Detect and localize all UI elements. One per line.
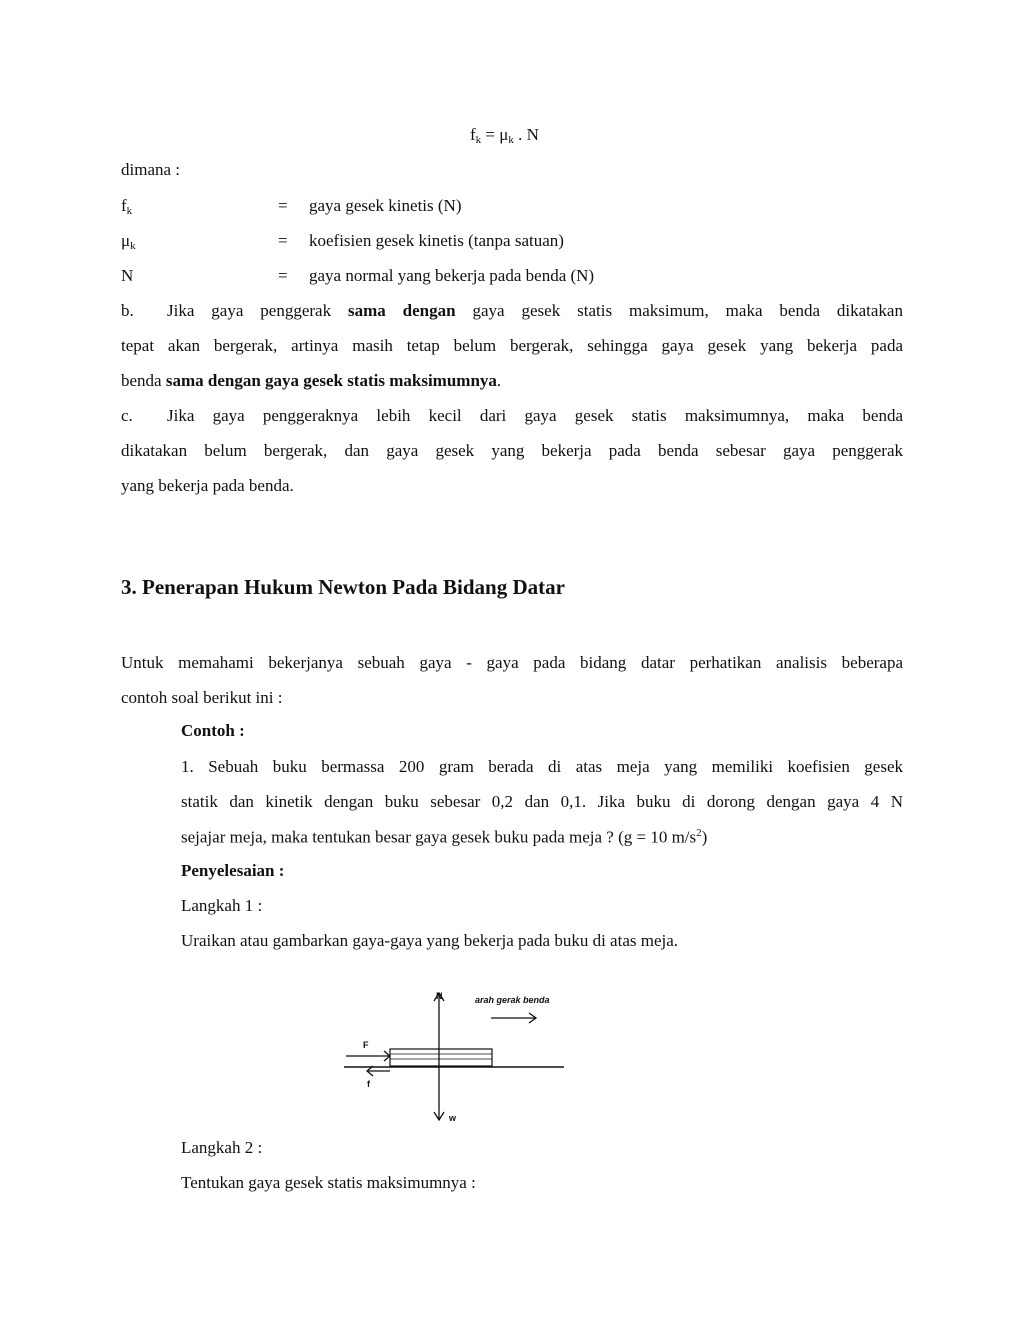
- weight-label: w: [449, 1113, 457, 1123]
- langkah-1-text: Uraikan atau gambarkan gaya-gaya yang bekerja pada buku di atas meja.: [181, 931, 679, 950]
- penyelesaian-label: Penyelesaian :: [181, 861, 285, 880]
- problem-line-1: 1. Sebuah buku bermassa 200 gram berada di atas meja yang memiliki koefisien gesek: [181, 757, 903, 776]
- formula-fk-sub: k: [475, 134, 482, 146]
- normal-force-label: N: [436, 991, 443, 1001]
- para-c-line-2: dikatakan belum bergerak, dan gaya gesek yang bekerja pada benda sebesar gaya penggerak: [121, 441, 903, 460]
- problem-text: ): [701, 827, 708, 847]
- formula-fk: f: [470, 125, 476, 144]
- definition-description: koefisien gesek kinetis (tanpa satuan): [309, 231, 564, 250]
- problem-text: sejajar meja, maka tentukan besar gaya gesek buku pada meja ? (g = 10 m/s: [181, 827, 697, 847]
- definition-equals: =: [278, 196, 288, 215]
- problem-line-3: [181, 828, 707, 846]
- definition-description: gaya normal yang bekerja pada benda (N): [309, 266, 595, 285]
- definition-equals: =: [278, 231, 288, 250]
- para-c-line-1: Jika gaya penggeraknya lebih kecil dari gaya gesek statis maksimumnya, maka benda: [167, 406, 903, 425]
- formula-rest: . N: [513, 125, 539, 144]
- book-block: [390, 1049, 492, 1066]
- para-c-line-3: yang bekerja pada benda.: [121, 476, 294, 495]
- para-b-marker: b.: [121, 301, 134, 320]
- dimana-label: dimana :: [121, 160, 181, 179]
- push-force-label: F: [363, 1040, 369, 1050]
- para-b-line-2: tepat akan bergerak, artinya masih tetap belum bergerak, sehingga gaya gesek yang bekerja pada: [121, 336, 903, 355]
- langkah-2-text: Tentukan gaya gesek statis maksimumnya :: [181, 1173, 476, 1192]
- formula-mu-sub: k: [508, 134, 514, 146]
- para-b-bold: sama dengan: [348, 301, 456, 320]
- definition-row: [121, 267, 133, 284]
- definition-symbol: N: [121, 266, 134, 285]
- definition-symbol-sub: k: [130, 240, 136, 252]
- motion-label: arah gerak benda: [475, 995, 550, 1005]
- section-heading: 3. Penerapan Hukum Newton Pada Bidang Datar: [121, 575, 565, 599]
- para-b-text: gaya gesek statis maksimum, maka benda dikatakan: [455, 301, 903, 320]
- intro-line-1: Untuk memahami bekerjanya sebuah gaya - gaya pada bidang datar perhatikan analisis beberapa: [121, 653, 903, 672]
- friction-label: f: [367, 1079, 370, 1089]
- para-b-line-3: [121, 372, 501, 389]
- formula-equals: =: [481, 125, 500, 144]
- para-b-text: Jika gaya penggerak: [167, 301, 348, 320]
- para-b-text: .: [496, 371, 502, 390]
- formula: [470, 126, 539, 146]
- contoh-label: Contoh :: [181, 721, 245, 740]
- para-b-bold: sama dengan gaya gesek statis maksimumnya: [165, 371, 497, 390]
- definition-row: [121, 197, 132, 217]
- problem-line-2: statik dan kinetik dengan buku sebesar 0,2 dan 0,1. Jika buku di dorong dengan gaya 4 N: [181, 792, 903, 811]
- force-diagram: [338, 986, 574, 1126]
- definition-description: gaya gesek kinetis (N): [309, 196, 462, 215]
- formula-mu: μ: [499, 125, 509, 144]
- para-b-text: benda: [121, 371, 166, 390]
- definition-symbol-sub: k: [126, 205, 133, 217]
- definition-equals: =: [278, 266, 288, 285]
- para-b-line-1: [167, 302, 903, 319]
- intro-line-2: contoh soal berikut ini :: [121, 688, 283, 707]
- langkah-2-label: Langkah 2 :: [181, 1138, 263, 1157]
- para-c-marker: c.: [121, 406, 133, 425]
- definition-symbol: f: [121, 196, 127, 215]
- langkah-1-label: Langkah 1 :: [181, 896, 263, 915]
- definition-symbol: μ: [121, 231, 131, 250]
- problem-superscript: 2: [696, 827, 702, 839]
- definition-row: [121, 232, 136, 252]
